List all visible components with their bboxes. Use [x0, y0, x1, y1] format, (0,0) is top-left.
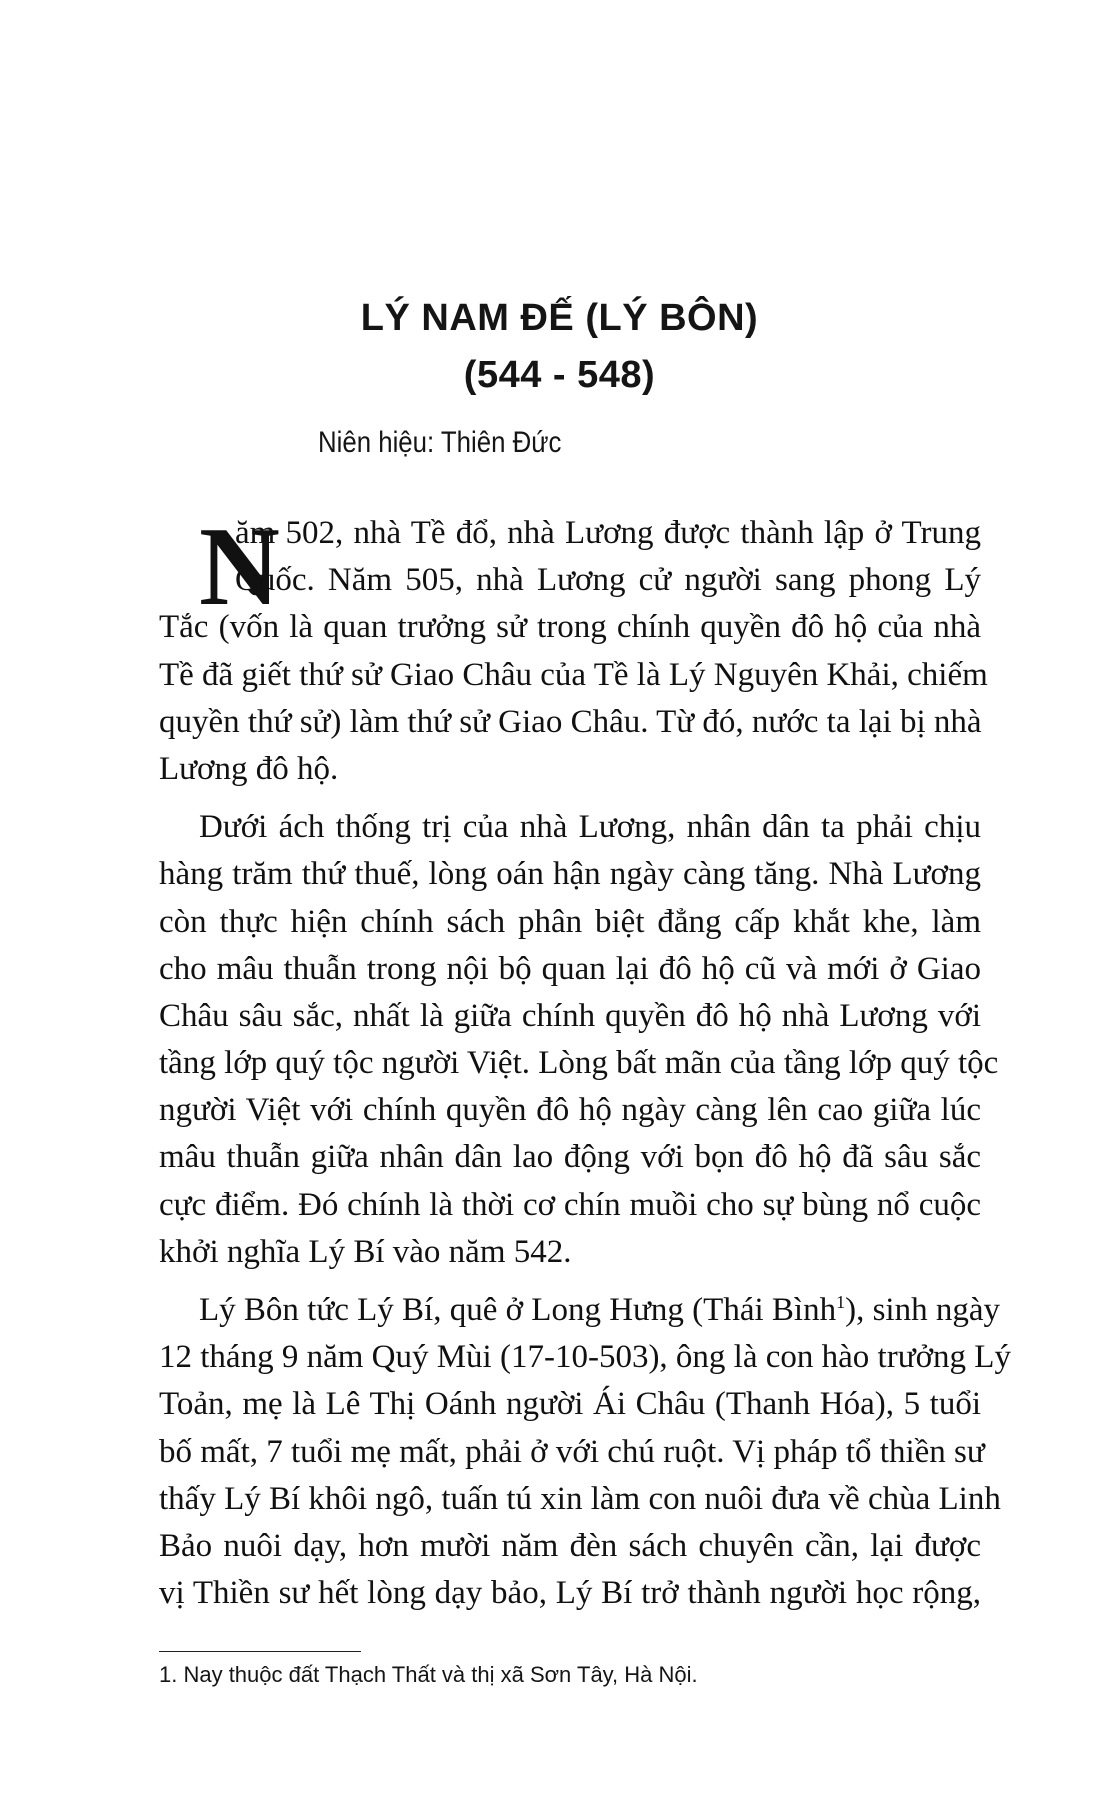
paragraph-gap	[159, 1276, 981, 1287]
paragraph-line: mâu thuẫn giữa nhân dân lao động với bọn đô hộ đã sâu sắc	[159, 1139, 981, 1176]
text-run: Lý Bôn tức Lý Bí, quê ở Long Hưng (Thái Bình	[199, 1292, 837, 1328]
paragraph-line: cực điểm. Đó chính là thời cơ chín muồi cho sự bùng nổ cuộc	[159, 1186, 981, 1223]
paragraph-line: bố mất, 7 tuổi mẹ mất, phải ở với chú ruột. Vị pháp tổ thiền sư	[159, 1433, 985, 1470]
paragraph-line: Quốc. Năm 505, nhà Lương cử người sang phong Lý	[235, 562, 981, 599]
era-name: Niên hiệu: Thiên Đức	[318, 426, 562, 459]
paragraph-line: cho mâu thuẫn trong nội bộ quan lại đô hộ cũ và mới ở Giao	[159, 950, 981, 987]
paragraph-line: thấy Lý Bí khôi ngô, tuấn tú xin làm con nuôi đưa về chùa Linh	[159, 1480, 1001, 1517]
paragraph-line	[159, 1287, 1000, 1334]
paragraph-line: khởi nghĩa Lý Bí vào năm 542.	[159, 1233, 572, 1270]
paragraph-line: quyền thứ sử) làm thứ sử Giao Châu. Từ đó, nước ta lại bị nhà	[159, 703, 982, 740]
paragraph-gap	[159, 793, 981, 804]
footnote: 1. Nay thuộc đất Thạch Thất và thị xã Sơn Tây, Hà Nội.	[159, 1662, 698, 1687]
paragraph-line: hàng trăm thứ thuế, lòng oán hận ngày càng tăng. Nhà Lương	[159, 856, 981, 893]
paragraph-line: Dưới ách thống trị của nhà Lương, nhân dân ta phải chịu	[199, 809, 981, 846]
chapter-title: LÝ NAM ĐẾ (LÝ BÔN)	[360, 297, 759, 339]
paragraph-line: Bảo nuôi dạy, hơn mười năm đèn sách chuyên cần, lại được	[159, 1527, 981, 1564]
paragraph-line: còn thực hiện chính sách phân biệt đẳng cấp khắt khe, làm	[159, 903, 981, 940]
paragraph-line: Lương đô hộ.	[159, 750, 339, 787]
paragraph-line: người Việt với chính quyền đô hộ ngày càng lên cao giữa lúc	[159, 1092, 981, 1129]
paragraph-line: Tề đã giết thứ sử Giao Châu của Tề là Lý Nguyên Khải, chiếm	[159, 656, 988, 693]
paragraph-line: tầng lớp quý tộc người Việt. Lòng bất mãn của tầng lớp quý tộc	[159, 1045, 999, 1082]
text-run: ), sinh ngày	[845, 1292, 1000, 1328]
paragraph-line: Toản, mẹ là Lê Thị Oánh người Ái Châu (Thanh Hóa), 5 tuổi	[159, 1386, 981, 1423]
paragraph-line: Tắc (vốn là quan trưởng sử trong chính quyền đô hộ của nhà	[159, 609, 981, 646]
chapter-years: (544 - 548)	[463, 354, 656, 396]
drop-cap: N	[199, 505, 280, 629]
footnote-divider	[159, 1651, 361, 1652]
footnote-marker: 1	[836, 1292, 846, 1312]
paragraph-line: vị Thiền sư hết lòng dạy bảo, Lý Bí trở thành người học rộng,	[159, 1575, 981, 1612]
paragraph-line: 12 tháng 9 năm Quý Mùi (17-10-503), ông là con hào trưởng Lý	[159, 1339, 1011, 1376]
paragraph-line: ăm 502, nhà Tề đổ, nhà Lương được thành lập ở Trung	[235, 515, 981, 551]
body-text	[159, 505, 1011, 1617]
paragraph-line: Châu sâu sắc, nhất là giữa chính quyền đô hộ nhà Lương với	[159, 997, 981, 1034]
